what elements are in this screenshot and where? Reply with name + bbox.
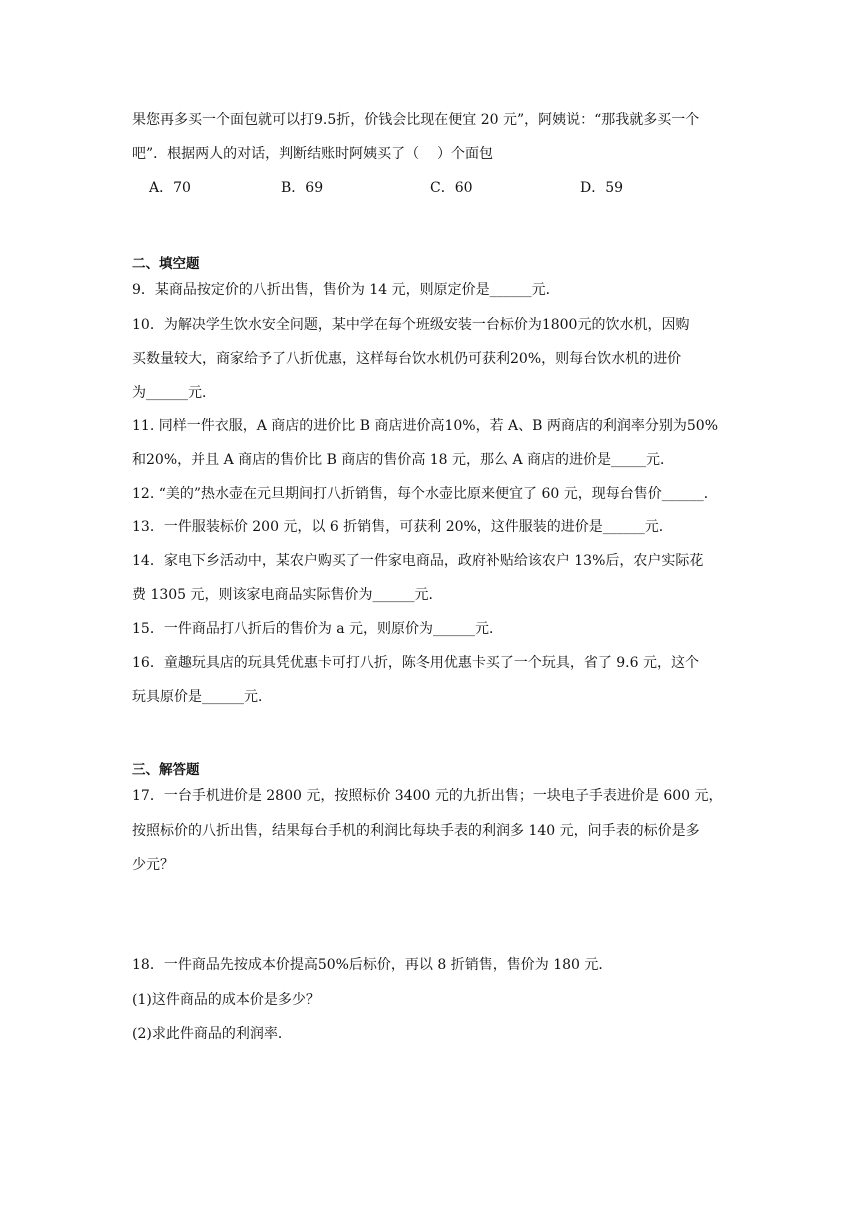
fill-line: 16．童趣玩具店的玩具凭优惠卡可打八折，陈冬用优惠卡买了一个玩具，省了 9.6 元，这个 xyxy=(132,655,699,671)
fill-line: 为______元． xyxy=(132,385,216,401)
fill-line: 9．某商品按定价的八折出售，售价为 14 元，则原定价是______元． xyxy=(132,282,560,298)
q8-option-b: B．69 xyxy=(281,180,324,196)
fill-line: 12. “美的”热水壶在元旦期间打八折销售，每个水壶比原来便宜了 60 元，现每台售价______． xyxy=(132,486,718,502)
fill-line: 玩具原价是______元． xyxy=(132,689,272,705)
fill-line: 13．一件服装标价 200 元，以 6 折销售，可获利 20%，这件服装的进价是______元． xyxy=(132,519,673,535)
fill-line: 买数量较大，商家给予了八折优惠，这样每台饮水机仍可获利20%，则每台饮水机的进价 xyxy=(132,351,682,367)
fill-line: 费 1305 元，则该家电商品实际售价为______元． xyxy=(132,587,443,603)
q8-line-1: 果您再多买一个面包就可以打9.5折，价钱会比现在便宜 20 元”，阿姨说：“那我就多买一个 xyxy=(132,112,700,128)
section-2-title: 二、填空题 xyxy=(132,256,200,272)
q18-line: 18．一件商品先按成本价提高50%后标价，再以 8 折销售，售价为 180 元． xyxy=(132,957,613,973)
q8-option-c: C．60 xyxy=(430,180,473,196)
q18-subquestion-2: (2)求此件商品的利润率． xyxy=(132,1026,292,1042)
q8-line-2: 吧”．根据两人的对话，判断结账时阿姨买了（ ）个面包 xyxy=(132,146,493,162)
section-3-title: 三、解答题 xyxy=(132,762,200,778)
q17-line: 按照标价的八折出售，结果每台手机的利润比每块手表的利润多 140 元，问手表的标价是多 xyxy=(132,823,700,839)
fill-line: 15．一件商品打八折后的售价为 a 元，则原价为______元． xyxy=(132,621,504,637)
fill-line: 14．家电下乡活动中，某农户购买了一件家电商品，政府补贴给该农户 13%后，农户实际花 xyxy=(132,553,704,569)
fill-line: 10．为解决学生饮水安全问题，某中学在每个班级安装一台标价为1800元的饮水机，因购 xyxy=(132,317,690,333)
q17-line: 17．一台手机进价是 2800 元，按照标价 3400 元的九折出售；一块电子手表进价是 600 元， xyxy=(132,788,723,804)
q8-option-a: A．70 xyxy=(149,180,191,196)
fill-line: 和20%，并且 A 商店的售价比 B 商店的售价高 18 元，那么 A 商店的进价是_____元． xyxy=(132,452,675,468)
q18-subquestion-1: (1)这件商品的成本价是多少？ xyxy=(132,992,320,1008)
fill-line: 11. 同样一件衣服，A 商店的进价比 B 商店进价高10%，若 A、B 两商店的利润率分别为50% xyxy=(132,418,718,434)
q17-line: 少元？ xyxy=(132,857,174,873)
q8-option-d: D．59 xyxy=(580,180,624,196)
